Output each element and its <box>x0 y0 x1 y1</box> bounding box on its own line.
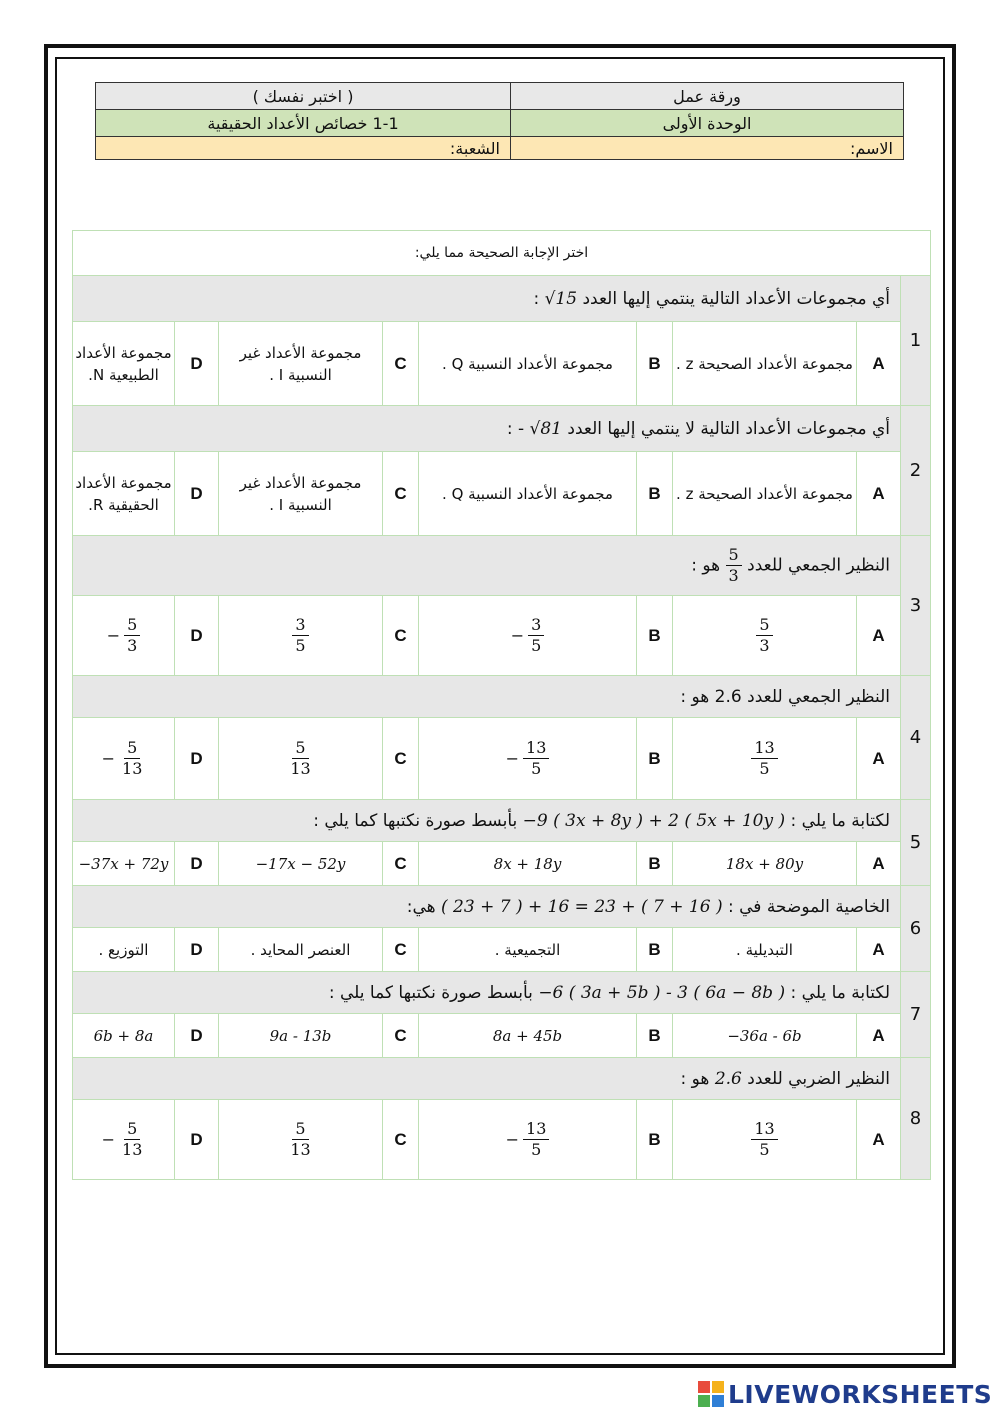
fraction-body <box>523 738 549 779</box>
question-number: 1 <box>901 276 931 406</box>
fraction <box>102 738 146 779</box>
option-letter-c: C <box>383 928 419 972</box>
stem-math: −9 ( 3x + 8y ) + 2 ( 5x + 10y ) <box>522 810 786 831</box>
brand-square-4 <box>712 1395 724 1407</box>
fraction-body <box>726 545 742 586</box>
question-options-row <box>73 928 931 972</box>
fraction-numerator: 5 <box>292 738 308 759</box>
fraction <box>726 545 742 586</box>
option-a-text: مجموعة الأعداد الصحيحة z . <box>676 354 853 373</box>
option-b-text: 8x + 18y <box>493 854 562 873</box>
question-stem <box>73 800 901 842</box>
option-b[interactable] <box>419 322 637 406</box>
question-options-row <box>73 1100 931 1180</box>
option-letter-b: B <box>637 928 673 972</box>
question-stem-row <box>73 886 931 928</box>
option-c[interactable] <box>219 452 383 536</box>
stem-end: : <box>533 288 540 309</box>
option-letter-c: C <box>383 596 419 676</box>
stem-text: لكتابة ما يلي : <box>790 810 890 831</box>
option-d-text: مجموعة الأعداد الطبيعية N. <box>75 343 172 384</box>
fraction-denominator: 3 <box>759 636 770 655</box>
fraction-denominator: 5 <box>531 1140 542 1159</box>
option-letter-a: A <box>857 1014 901 1058</box>
option-d-text: مجموعة الأعداد الحقيقية R. <box>75 473 172 514</box>
fraction-numerator: 5 <box>726 545 742 566</box>
fraction-denominator: 13 <box>122 759 143 778</box>
fraction-denominator: 5 <box>295 636 306 655</box>
question-options-row <box>73 842 931 886</box>
brand-name: LIVEWORKSHEETS <box>728 1379 993 1409</box>
fraction-denominator: 5 <box>759 1140 770 1159</box>
option-d[interactable] <box>73 1100 175 1180</box>
worksheet-title: ورقة عمل <box>511 83 904 110</box>
question-stem <box>73 886 901 928</box>
fraction-numerator: 13 <box>523 1119 549 1140</box>
option-c[interactable] <box>219 842 383 886</box>
fraction <box>511 615 545 656</box>
option-b-text: مجموعة الأعداد النسبية Q . <box>442 484 613 503</box>
fraction-numerator: 3 <box>292 615 308 636</box>
option-b[interactable] <box>419 842 637 886</box>
option-c[interactable] <box>219 1014 383 1058</box>
option-b-text: مجموعة الأعداد النسبية Q . <box>442 354 613 373</box>
fraction-body <box>756 615 772 656</box>
question-options-row <box>73 1014 931 1058</box>
option-a[interactable] <box>673 1100 857 1180</box>
fraction <box>107 615 141 656</box>
fraction-numerator: 5 <box>124 615 140 636</box>
question-stem-row <box>73 536 931 596</box>
question-options-row <box>73 452 931 536</box>
option-letter-b: B <box>637 596 673 676</box>
option-b-text: التجميعية . <box>494 940 561 959</box>
option-c-text: مجموعة الأعداد غير النسبية I . <box>239 473 362 514</box>
option-letter-b: B <box>637 322 673 406</box>
option-letter-a: A <box>857 1100 901 1180</box>
option-d[interactable] <box>73 596 175 676</box>
option-b[interactable] <box>419 596 637 676</box>
option-letter-c: C <box>383 322 419 406</box>
fraction-denominator: 5 <box>531 636 542 655</box>
question-stem <box>73 1058 901 1100</box>
question-number: 5 <box>901 800 931 886</box>
unit-title: الوحدة الأولى <box>511 110 904 137</box>
option-c[interactable] <box>219 928 383 972</box>
fraction-body <box>287 1119 313 1160</box>
option-letter-d: D <box>175 596 219 676</box>
option-letter-c: C <box>383 1014 419 1058</box>
option-c[interactable] <box>219 718 383 800</box>
option-letter-a: A <box>857 322 901 406</box>
question-stem-row <box>73 276 931 322</box>
question-number: 2 <box>901 406 931 536</box>
option-b-text: 8a + 45b <box>492 1026 563 1045</box>
option-letter-d: D <box>175 1014 219 1058</box>
option-letter-c: C <box>383 718 419 800</box>
option-c-text: العنصر المحايد . <box>250 940 351 959</box>
option-a-text: 18x + 80y <box>725 854 804 873</box>
option-b[interactable] <box>419 1100 637 1180</box>
header-table <box>95 82 904 160</box>
fraction-numerator: 3 <box>528 615 544 636</box>
section-field[interactable]: الشعبة: <box>96 137 511 160</box>
option-letter-c: C <box>383 842 419 886</box>
fraction-body <box>124 615 140 656</box>
option-letter-a: A <box>857 928 901 972</box>
fraction-numerator: 5 <box>292 1119 308 1140</box>
fraction-denominator: 13 <box>290 759 311 778</box>
fraction-denominator: 5 <box>531 759 542 778</box>
fraction <box>506 738 550 779</box>
stem-end: - : <box>506 418 525 439</box>
option-c-text: مجموعة الأعداد غير النسبية I . <box>239 343 362 384</box>
fraction-body <box>523 1119 549 1160</box>
lesson-title: 1-1 خصائص الأعداد الحقيقية <box>96 110 511 137</box>
fraction <box>287 738 313 779</box>
option-a[interactable] <box>673 452 857 536</box>
fraction-denominator: 3 <box>728 566 739 585</box>
option-b[interactable] <box>419 452 637 536</box>
stem-math: ( 23 + 7 ) + 16 = 23 + ( 7 + 16 ) <box>441 896 723 917</box>
option-a[interactable] <box>673 718 857 800</box>
question-number: 8 <box>901 1058 931 1180</box>
question-stem <box>73 972 901 1014</box>
fraction-numerator: 13 <box>523 738 549 759</box>
option-d[interactable] <box>73 928 175 972</box>
stem-math: 2.6 <box>714 1068 742 1089</box>
question-stem-row <box>73 676 931 718</box>
option-a-text: −36a - 6b <box>727 1026 802 1045</box>
brand-square-1 <box>698 1381 710 1393</box>
fraction-body <box>292 615 308 656</box>
option-letter-a: A <box>857 842 901 886</box>
option-a[interactable] <box>673 596 857 676</box>
option-b[interactable] <box>419 718 637 800</box>
question-stem-row <box>73 800 931 842</box>
fraction-minus: − <box>106 625 121 645</box>
option-letter-b: B <box>637 1014 673 1058</box>
question-stem <box>73 406 901 452</box>
fraction-minus: − <box>101 1129 116 1149</box>
option-b[interactable] <box>419 928 637 972</box>
option-d-text: 6b + 8a <box>93 1026 154 1045</box>
question-stem-row <box>73 972 931 1014</box>
brand-square-3 <box>698 1395 710 1407</box>
fraction-body <box>119 1119 145 1160</box>
option-letter-a: A <box>857 452 901 536</box>
stem-end: هي: <box>406 896 436 917</box>
fraction <box>102 1119 146 1160</box>
option-d[interactable] <box>73 1014 175 1058</box>
option-a[interactable] <box>673 842 857 886</box>
fraction-numerator: 13 <box>751 1119 777 1140</box>
option-c-text: 9a - 13b <box>269 1026 332 1045</box>
fraction <box>751 1119 777 1160</box>
option-c[interactable] <box>219 1100 383 1180</box>
fraction-denominator: 3 <box>127 636 138 655</box>
question-options-row <box>73 718 931 800</box>
stem-end: بأبسط صورة نكتبها كما يلي : <box>313 810 518 831</box>
instruction: اختر الإجابة الصحيحة مما يلي: <box>73 231 931 276</box>
stem-text: أي مجموعات الأعداد التالية ينتمي إليها العدد <box>582 288 890 309</box>
option-b[interactable] <box>419 1014 637 1058</box>
option-letter-c: C <box>383 452 419 536</box>
fraction-numerator: 5 <box>124 1119 140 1140</box>
question-stem <box>73 676 901 718</box>
fraction-body <box>751 738 777 779</box>
fraction-minus: − <box>505 1129 520 1149</box>
option-letter-a: A <box>857 596 901 676</box>
stem-end: بأبسط صورة نكتبها كما يلي : <box>328 982 533 1003</box>
option-d[interactable] <box>73 718 175 800</box>
fraction <box>287 1119 313 1160</box>
option-letter-b: B <box>637 718 673 800</box>
stem-text: النظير الجمعي للعدد <box>747 555 890 576</box>
stem-math: √81 <box>529 418 562 439</box>
fraction-minus: − <box>510 625 525 645</box>
option-d-text: التوزيع . <box>98 940 149 959</box>
stem-math: −6 ( 3a + 5b ) - 3 ( 6a − 8b ) <box>538 982 786 1003</box>
stem-end: هو : <box>680 1068 710 1089</box>
option-letter-b: B <box>637 1100 673 1180</box>
fraction <box>506 1119 550 1160</box>
stem-text: الخاصية الموضحة في : <box>727 896 890 917</box>
option-a[interactable] <box>673 1014 857 1058</box>
option-letter-c: C <box>383 1100 419 1180</box>
fraction <box>756 615 772 656</box>
question-stem <box>73 536 901 596</box>
question-number: 4 <box>901 676 931 800</box>
fraction-denominator: 13 <box>122 1140 143 1159</box>
option-letter-a: A <box>857 718 901 800</box>
stem-math: √15 <box>544 288 578 309</box>
fraction <box>292 615 308 656</box>
question-stem-row <box>73 1058 931 1100</box>
fraction-body <box>528 615 544 656</box>
question-stem <box>73 276 901 322</box>
option-letter-b: B <box>637 452 673 536</box>
fraction-body <box>119 738 145 779</box>
question-options-row <box>73 322 931 406</box>
question-number: 7 <box>901 972 931 1058</box>
question-stem-row <box>73 406 931 452</box>
self-test-label: ( اختبر نفسك ) <box>96 83 511 110</box>
option-a[interactable] <box>673 322 857 406</box>
fraction-denominator: 13 <box>290 1140 311 1159</box>
fraction-numerator: 5 <box>124 738 140 759</box>
option-letter-d: D <box>175 928 219 972</box>
fraction <box>751 738 777 779</box>
option-d[interactable] <box>73 452 175 536</box>
option-letter-b: B <box>637 842 673 886</box>
stem-end: هو : <box>691 555 721 576</box>
fraction-numerator: 13 <box>751 738 777 759</box>
fraction-body <box>751 1119 777 1160</box>
questions-table <box>72 230 931 1180</box>
fraction-denominator: 5 <box>759 759 770 778</box>
stem-text: أي مجموعات الأعداد التالية لا ينتمي إليها العدد <box>567 418 890 439</box>
option-letter-d: D <box>175 1100 219 1180</box>
name-field[interactable]: الاسم: <box>511 137 904 160</box>
fraction-body <box>287 738 313 779</box>
option-letter-d: D <box>175 718 219 800</box>
option-a-text: مجموعة الأعداد الصحيحة z . <box>676 484 853 503</box>
option-c[interactable] <box>219 596 383 676</box>
question-number: 6 <box>901 886 931 972</box>
brand-logo <box>698 1379 992 1409</box>
option-letter-d: D <box>175 842 219 886</box>
brand-square-2 <box>712 1381 724 1393</box>
question-number: 3 <box>901 536 931 676</box>
option-d[interactable] <box>73 322 175 406</box>
option-c[interactable] <box>219 322 383 406</box>
stem-text: النظير الضربي للعدد <box>747 1068 890 1089</box>
option-letter-d: D <box>175 322 219 406</box>
option-c-text: −17x − 52y <box>255 854 346 873</box>
option-letter-d: D <box>175 452 219 536</box>
question-options-row <box>73 596 931 676</box>
option-d-text: −37x + 72y <box>78 854 169 873</box>
fraction-minus: − <box>101 748 116 768</box>
brand-icon <box>698 1381 724 1407</box>
fraction-minus: − <box>505 748 520 768</box>
option-a[interactable] <box>673 928 857 972</box>
option-d[interactable] <box>73 842 175 886</box>
option-a-text: التبديلية . <box>736 940 793 959</box>
fraction-numerator: 5 <box>756 615 772 636</box>
stem-text: لكتابة ما يلي : <box>790 982 890 1003</box>
stem-text: النظير الجمعي للعدد 2.6 هو : <box>680 686 890 707</box>
